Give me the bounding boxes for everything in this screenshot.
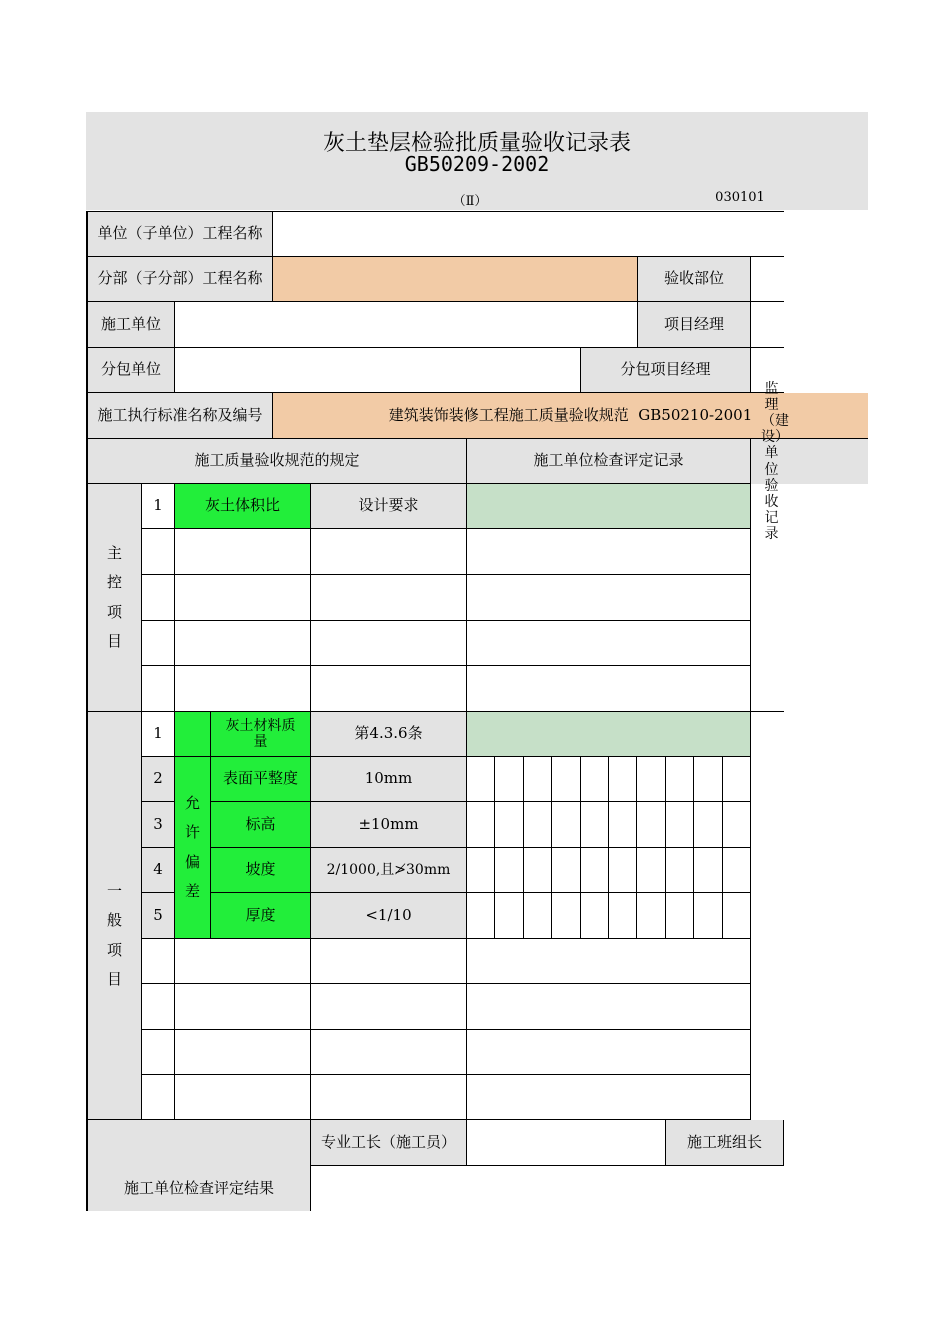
main-items-label [88,484,142,712]
footer-blank [88,1120,311,1166]
main-item-name: 灰土体积比 [175,484,311,529]
general-empty-requirement[interactable] [311,939,467,984]
main-empty-record[interactable] [467,666,751,712]
measurement-cell[interactable] [637,802,665,848]
main-empty-no [142,621,175,666]
general-item-requirement: 10mm [311,757,467,802]
project-manager-field[interactable] [751,302,784,348]
measurement-cell[interactable] [495,893,523,939]
standard-label: 施工执行标准名称及编号 [88,393,273,439]
main-empty-name[interactable] [175,529,311,575]
measurement-cell[interactable] [495,848,523,893]
main-label-char: 目 [106,631,122,650]
sub-project-field[interactable] [273,257,638,302]
measurement-cell[interactable] [552,893,580,939]
general-item-record[interactable] [467,712,751,757]
allowance-label-char: 许 [184,823,200,842]
measurement-cell[interactable] [723,893,751,939]
measurement-cell[interactable] [637,848,665,893]
measurement-cell[interactable] [467,893,495,939]
main-empty-no [142,575,175,621]
general-item-name: 表面平整度 [211,757,311,802]
measurement-cell[interactable] [552,802,580,848]
main-empty-requirement[interactable] [311,529,467,575]
general-item-requirement: 2/1000,且≯30mm [311,848,467,893]
general-item-no: 1 [142,712,175,757]
measurement-cell[interactable] [524,802,552,848]
construction-unit-field[interactable] [175,302,638,348]
measurement-cell[interactable] [609,893,637,939]
general-empty-name[interactable] [175,939,311,984]
main-empty-name[interactable] [175,621,311,666]
main-label-char: 控 [106,573,122,592]
spec-header: 施工质量验收规范的规定 [88,439,467,484]
general-empty-no [142,939,175,984]
main-label-char: 主 [106,544,122,562]
main-empty-requirement[interactable] [311,621,467,666]
measurement-cell[interactable] [467,848,495,893]
measurement-cell[interactable] [723,757,751,802]
allowance-label-char: 偏 [184,852,200,871]
standard-value: 建筑装饰装修工程施工质量验收规范 GB50210-2001 [273,393,868,439]
measurement-cell[interactable] [552,757,580,802]
main-section-divider [751,711,784,712]
allowance-label-char: 允 [184,794,200,812]
subcontract-unit-label: 分包单位 [88,348,175,393]
general-item-marker [175,712,211,757]
measurement-cell[interactable] [637,757,665,802]
subcontract-unit-field[interactable] [175,348,581,393]
general-item-name: 标高 [211,802,311,848]
main-empty-record[interactable] [467,575,751,621]
general-empty-no [142,984,175,1030]
measurement-cell[interactable] [694,848,722,893]
supervision-header [751,381,868,542]
measurement-cell[interactable] [666,848,694,893]
general-item-name: 灰土材料质量 [211,712,311,757]
measurement-cell[interactable] [467,802,495,848]
acceptance-part-field[interactable] [751,257,784,302]
measurement-cell[interactable] [609,848,637,893]
main-empty-record[interactable] [467,529,751,575]
measurement-cell[interactable] [609,802,637,848]
measurement-cell[interactable] [495,802,523,848]
main-label-char: 项 [106,602,122,621]
acceptance-part-label: 验收部位 [638,257,751,302]
main-empty-record[interactable] [467,621,751,666]
measurement-cell[interactable] [552,848,580,893]
main-empty-name[interactable] [175,575,311,621]
general-empty-requirement[interactable] [311,984,467,1030]
measurement-cell[interactable] [581,757,609,802]
supervision-header-text: 监理（建设）单位验收记录 [761,381,789,542]
measurement-cell[interactable] [694,802,722,848]
general-item-name: 坡度 [211,848,311,893]
measurement-cell[interactable] [723,848,751,893]
measurement-cell[interactable] [581,848,609,893]
measurement-cell[interactable] [666,893,694,939]
unit-project-label: 单位（子单位）工程名称 [88,212,273,257]
general-empty-record[interactable] [467,939,751,984]
record-header: 施工单位检查评定记录 [467,439,751,484]
subcontract-manager-label: 分包项目经理 [581,348,751,393]
measurement-cell[interactable] [666,802,694,848]
general-item-requirement: ±10mm [311,802,467,848]
general-item-no: 3 [142,802,175,848]
general-item-requirement: 第4.3.6条 [311,712,467,757]
general-items-label [88,712,142,1120]
main-item-requirement: 设计要求 [311,484,467,529]
general-empty-no [142,1075,175,1120]
form-code: 030101 [715,190,765,205]
general-item-no: 5 [142,893,175,939]
part-label: （Ⅱ） [452,194,488,209]
general-label-char: 目 [106,969,122,988]
sub-project-label: 分部（子分部）工程名称 [88,257,273,302]
general-empty-no [142,1030,175,1075]
general-label-char: 项 [106,940,122,959]
measurement-cell[interactable] [666,757,694,802]
allowance-label [175,757,211,939]
general-empty-name[interactable] [175,1030,311,1075]
general-item-no: 4 [142,848,175,893]
general-item-name: 厚度 [211,893,311,939]
measurement-cell[interactable] [581,893,609,939]
general-empty-requirement[interactable] [311,1075,467,1120]
general-empty-record[interactable] [467,1030,751,1075]
measurement-cell[interactable] [495,757,523,802]
main-empty-no [142,666,175,712]
measurement-cell[interactable] [723,802,751,848]
general-empty-name[interactable] [175,1075,311,1120]
allowance-label-char: 差 [184,881,200,900]
general-label-char: 般 [106,911,122,930]
general-label-char: 一 [106,882,122,900]
general-empty-record[interactable] [467,1075,751,1120]
measurement-cell[interactable] [694,893,722,939]
main-empty-no [142,529,175,575]
main-empty-requirement[interactable] [311,575,467,621]
measurement-cell[interactable] [524,757,552,802]
general-empty-record[interactable] [467,984,751,1030]
project-manager-label: 项目经理 [638,302,751,348]
main-empty-name[interactable] [175,666,311,712]
standard-code: GB50209-2002 [404,152,550,176]
measurement-cell[interactable] [467,757,495,802]
unit-project-field[interactable] [273,212,784,257]
general-item-no: 2 [142,757,175,802]
general-item-requirement: <1/10 [311,893,467,939]
main-item-no: 1 [142,484,175,529]
measurement-cell[interactable] [694,757,722,802]
result-label: 施工单位检查评定结果 [88,1166,311,1211]
team-leader-label: 施工班组长 [666,1120,784,1166]
measurement-cell[interactable] [581,802,609,848]
page-title: 灰土垫层检验批质量验收记录表 [322,131,631,156]
foreman-field[interactable] [467,1120,666,1166]
construction-unit-label: 施工单位 [88,302,175,348]
main-empty-requirement[interactable] [311,666,467,712]
measurement-cell[interactable] [524,848,552,893]
measurement-cell[interactable] [609,757,637,802]
general-empty-requirement[interactable] [311,1030,467,1075]
general-empty-name[interactable] [175,984,311,1030]
foreman-label: 专业工长（施工员） [311,1120,467,1166]
measurement-cell[interactable] [524,893,552,939]
main-item-record[interactable] [467,484,751,529]
measurement-cell[interactable] [637,893,665,939]
